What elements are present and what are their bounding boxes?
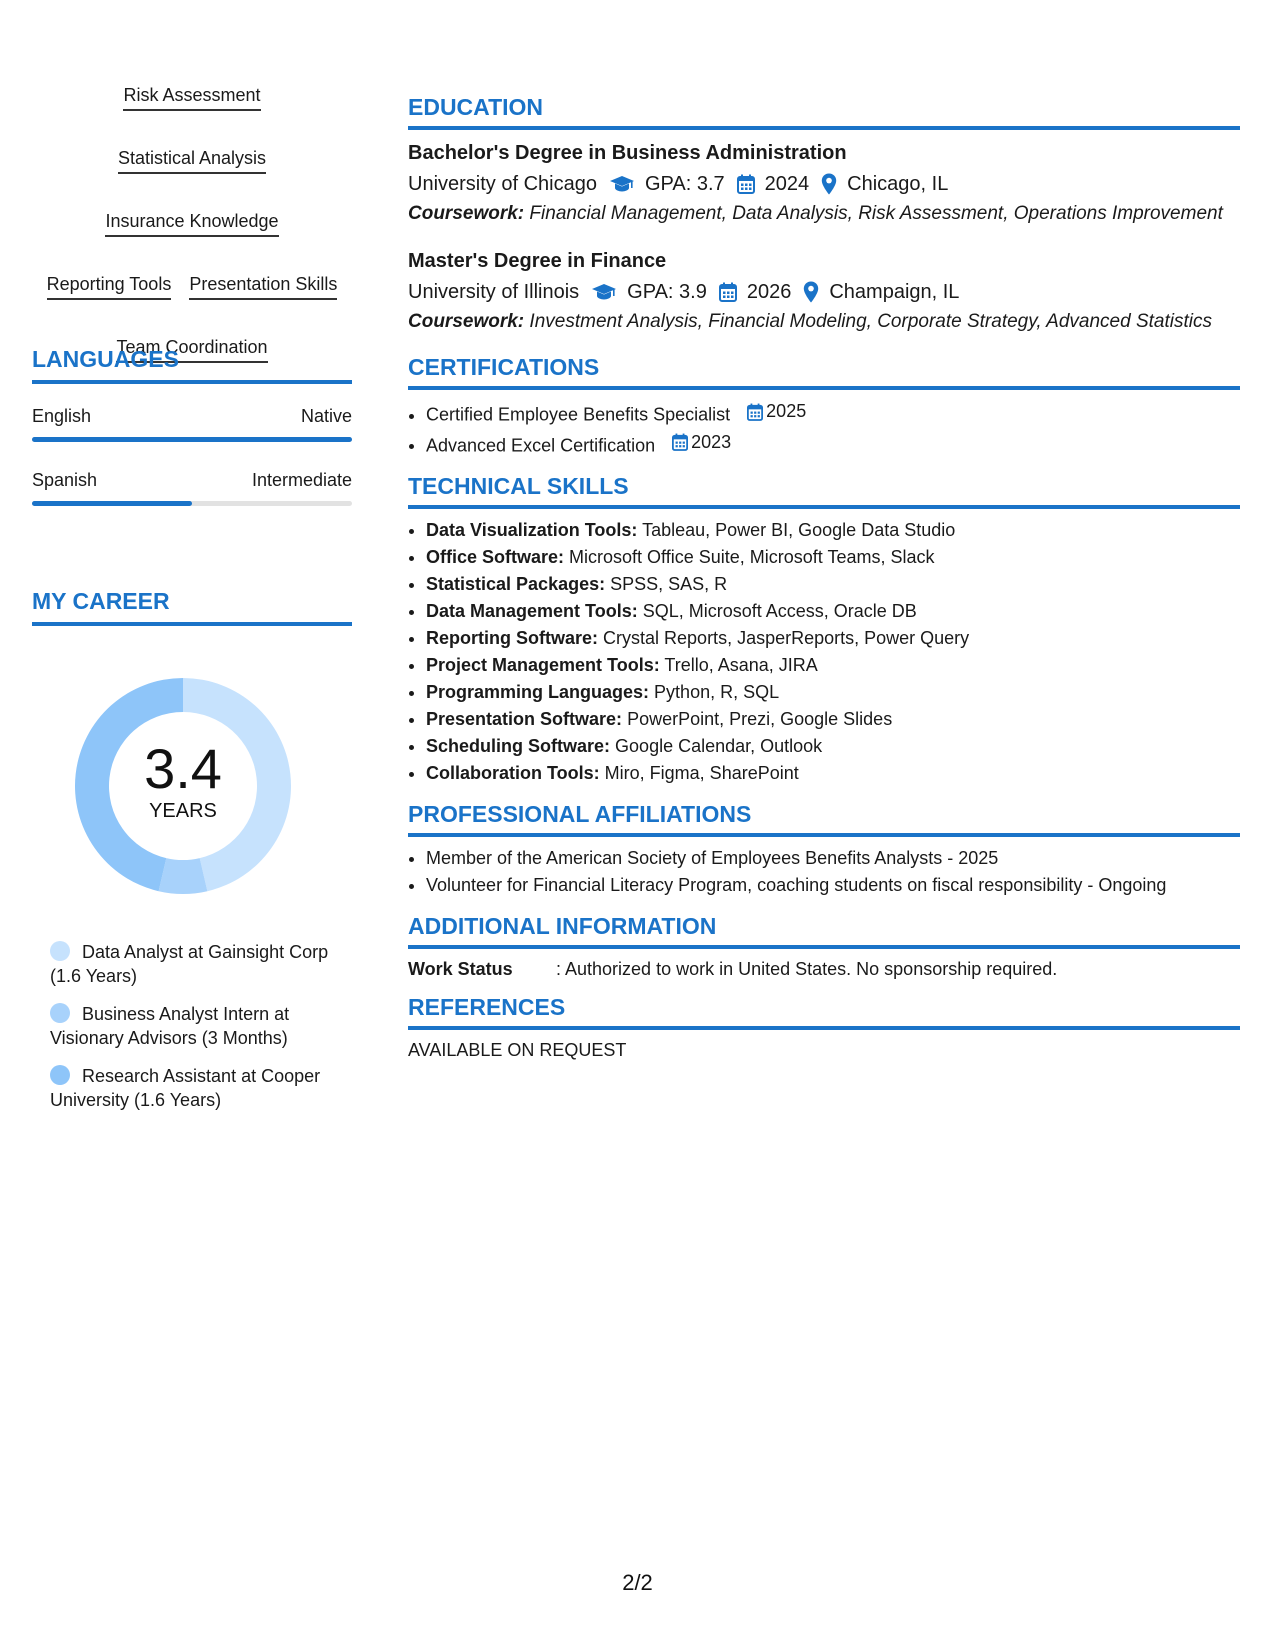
language-proficiency-bar bbox=[32, 501, 352, 506]
language-name: English bbox=[32, 406, 92, 426]
career-total-years: 3.4 bbox=[144, 737, 222, 800]
career-legend-label: Business Analyst Intern at Visionary Advisors (3 Months) bbox=[50, 1004, 290, 1048]
certification-name: Advanced Excel Certification bbox=[426, 435, 656, 455]
affiliations-list bbox=[408, 845, 1240, 899]
technical-skill-item bbox=[426, 679, 1240, 706]
language-name: Spanish bbox=[32, 470, 98, 490]
technical-skill-item bbox=[426, 625, 1240, 652]
coursework-list: Financial Management, Data Analysis, Risk Assessment, Operations Improvement bbox=[529, 203, 1223, 224]
certification-date bbox=[747, 398, 806, 425]
affiliation-item: • Volunteer for Financial Literacy Program, coaching students on fiscal responsibility - Ongoing bbox=[426, 872, 1240, 899]
career-total-unit: YEARS bbox=[149, 800, 217, 822]
references-section bbox=[408, 994, 1240, 1061]
education-entry bbox=[408, 248, 1240, 334]
skill-tag: Risk Assessment bbox=[123, 84, 260, 111]
graduation-year: 2026 bbox=[746, 281, 792, 303]
technical-skill-item bbox=[426, 652, 1240, 679]
skill-tag: Insurance Knowledge bbox=[105, 210, 278, 237]
school-name: University of Chicago bbox=[408, 173, 597, 195]
skill-category: Collaboration Tools: bbox=[426, 763, 600, 783]
additional-info-heading: ADDITIONAL INFORMATION bbox=[408, 913, 1240, 949]
skill-category: Presentation Software: bbox=[426, 709, 623, 729]
degree-title: Master's Degree in Finance bbox=[408, 250, 667, 272]
language-item bbox=[32, 406, 352, 442]
map-pin-icon bbox=[821, 173, 837, 195]
skill-tag: Team Coordination bbox=[116, 336, 267, 363]
skill-tag: Statistical Analysis bbox=[118, 147, 266, 174]
affiliation-item: • Member of the American Society of Employees Benefits Analysts - 2025 bbox=[426, 845, 1240, 872]
coursework bbox=[408, 202, 1240, 226]
calendar-icon bbox=[719, 282, 737, 302]
language-proficiency-fill bbox=[32, 437, 352, 442]
language-item bbox=[32, 470, 352, 506]
technical-skill-item bbox=[426, 544, 1240, 571]
references-heading: REFERENCES bbox=[408, 994, 1240, 1030]
school-location: Chicago, IL bbox=[847, 173, 949, 195]
career-legend bbox=[32, 940, 352, 1112]
certification-date bbox=[672, 429, 731, 456]
education-meta bbox=[408, 171, 1240, 197]
map-pin-icon bbox=[803, 281, 819, 303]
skill-category: Office Software: bbox=[426, 547, 565, 567]
certifications-heading: CERTIFICATIONS bbox=[408, 354, 1240, 390]
certification-year: 2023 bbox=[691, 431, 732, 452]
legend-swatch bbox=[50, 1065, 70, 1085]
skill-values: Python, R, SQL bbox=[654, 682, 780, 702]
graduation-cap-icon bbox=[609, 175, 635, 193]
technical-skill-item bbox=[426, 760, 1240, 787]
education-meta bbox=[408, 279, 1240, 305]
legend-swatch bbox=[50, 1003, 70, 1023]
career-legend-label: Data Analyst at Gainsight Corp (1.6 Years) bbox=[50, 942, 329, 986]
education-section bbox=[408, 94, 1240, 334]
legend-swatch bbox=[50, 941, 70, 961]
work-status-row bbox=[408, 959, 1240, 980]
skill-values: SQL, Microsoft Access, Oracle DB bbox=[642, 601, 917, 621]
technical-skill-item bbox=[426, 733, 1240, 760]
education-entry bbox=[408, 140, 1240, 226]
career-legend-label: Research Assistant at Cooper University (1.6 Years) bbox=[50, 1066, 321, 1110]
technical-skill-item bbox=[426, 517, 1240, 544]
affiliations-section bbox=[408, 801, 1240, 899]
languages-heading: LANGUAGES bbox=[32, 346, 352, 384]
coursework-label: Coursework: bbox=[408, 311, 525, 332]
donut-center bbox=[63, 666, 303, 906]
gpa: GPA: 3.7 bbox=[644, 173, 725, 195]
skill-tag: Reporting Tools bbox=[47, 273, 172, 300]
career-legend-item bbox=[50, 1002, 352, 1050]
school-location: Champaign, IL bbox=[829, 281, 960, 303]
languages-section bbox=[32, 346, 352, 506]
certifications-section bbox=[408, 354, 1240, 459]
skill-category: Data Visualization Tools: bbox=[426, 520, 638, 540]
technical-skill-item bbox=[426, 706, 1240, 733]
left-column bbox=[32, 84, 352, 1110]
technical-skills-section bbox=[408, 473, 1240, 787]
career-heading: MY CAREER bbox=[32, 588, 352, 626]
skill-category: Programming Languages: bbox=[426, 682, 650, 702]
graduation-cap-icon bbox=[591, 283, 617, 301]
skill-tag: Presentation Skills bbox=[189, 273, 337, 300]
references-text: AVAILABLE ON REQUEST bbox=[408, 1040, 627, 1060]
degree-title: Bachelor's Degree in Business Administration bbox=[408, 142, 847, 164]
technical-skill-item bbox=[426, 598, 1240, 625]
certification-item bbox=[426, 429, 1240, 460]
work-status-value: : Authorized to work in United States. No sponsorship required. bbox=[556, 959, 1058, 979]
skill-values: PowerPoint, Prezi, Google Slides bbox=[627, 709, 893, 729]
skill-values: SPSS, SAS, R bbox=[610, 574, 728, 594]
language-proficiency-fill bbox=[32, 501, 192, 506]
language-proficiency-bar bbox=[32, 437, 352, 442]
school-name: University of Illinois bbox=[408, 281, 580, 303]
skill-values: Tableau, Power BI, Google Data Studio bbox=[642, 520, 956, 540]
skill-values: Microsoft Office Suite, Microsoft Teams, Slack bbox=[569, 547, 935, 567]
page-number: 2/2 bbox=[622, 1570, 653, 1595]
career-legend-item bbox=[50, 940, 352, 988]
skill-category: Statistical Packages: bbox=[426, 574, 606, 594]
skill-values: Trello, Asana, JIRA bbox=[664, 655, 818, 675]
technical-skills-heading: TECHNICAL SKILLS bbox=[408, 473, 1240, 509]
gpa: GPA: 3.9 bbox=[627, 281, 707, 303]
coursework-list: Investment Analysis, Financial Modeling, Corporate Strategy, Advanced Statistics bbox=[529, 311, 1212, 332]
skill-category: Data Management Tools: bbox=[426, 601, 638, 621]
skill-values: Miro, Figma, SharePoint bbox=[604, 763, 799, 783]
graduation-year: 2024 bbox=[764, 173, 810, 195]
language-level: Native bbox=[300, 406, 352, 426]
technical-skills-list bbox=[408, 517, 1240, 787]
certification-item bbox=[426, 398, 1240, 429]
right-column bbox=[408, 94, 1240, 1061]
affiliations-heading: PROFESSIONAL AFFILIATIONS bbox=[408, 801, 1240, 837]
calendar-icon bbox=[672, 433, 688, 451]
skill-category: Project Management Tools: bbox=[426, 655, 660, 675]
coursework bbox=[408, 310, 1240, 334]
skills-cloud bbox=[32, 84, 352, 363]
technical-skill-item bbox=[426, 571, 1240, 598]
additional-info-section bbox=[408, 913, 1240, 980]
career-donut-chart bbox=[63, 666, 303, 906]
coursework-label: Coursework: bbox=[408, 203, 525, 224]
career-legend-item bbox=[50, 1064, 352, 1112]
skill-values: Crystal Reports, JasperReports, Power Query bbox=[603, 628, 970, 648]
education-heading: EDUCATION bbox=[408, 94, 1240, 130]
certifications-list bbox=[408, 398, 1240, 459]
language-level: Intermediate bbox=[251, 470, 352, 490]
certification-year: 2025 bbox=[766, 401, 807, 421]
skill-values: Google Calendar, Outlook bbox=[615, 736, 823, 756]
calendar-icon bbox=[737, 174, 755, 194]
calendar-icon bbox=[747, 403, 763, 421]
certification-name: Certified Employee Benefits Specialist bbox=[426, 404, 731, 425]
career-section bbox=[32, 588, 352, 1126]
skill-category: Reporting Software: bbox=[426, 628, 599, 648]
skill-category: Scheduling Software: bbox=[426, 736, 611, 756]
work-status-label: Work Status bbox=[408, 959, 513, 979]
